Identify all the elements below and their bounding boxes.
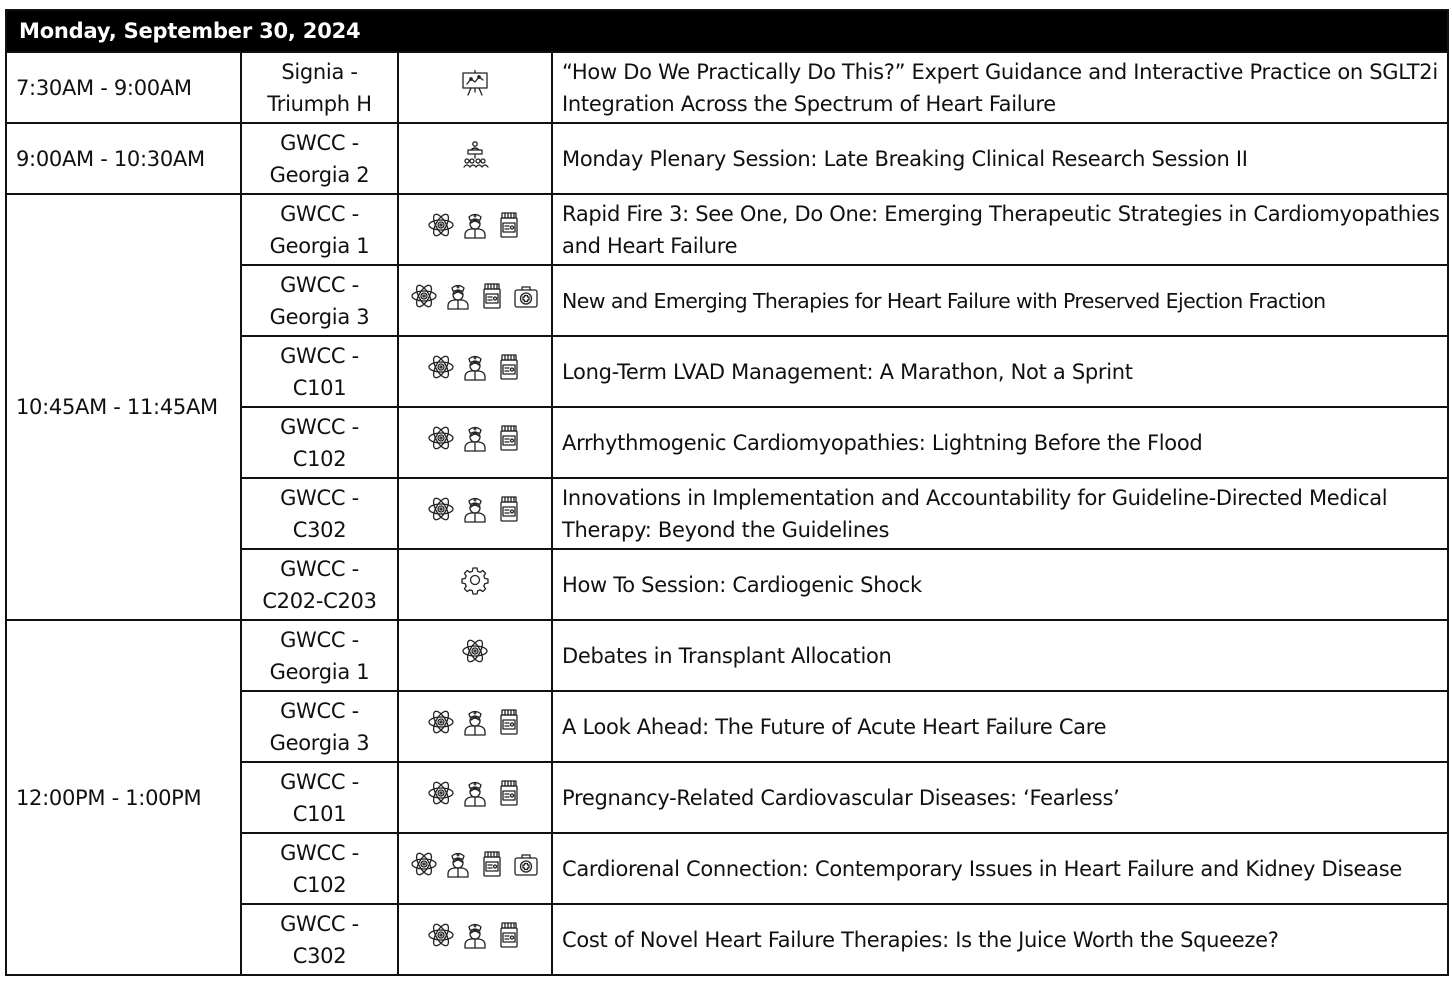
- room-name: Georgia 3: [269, 304, 370, 329]
- room-name: Triumph H: [267, 91, 372, 116]
- room-name: C202-C203: [262, 588, 377, 613]
- room-venue: GWCC -: [280, 840, 359, 865]
- room-name: C302: [292, 517, 347, 542]
- atom-icon: [426, 210, 456, 240]
- medicine-bottle-icon: [494, 707, 524, 737]
- track-icons-cell: [398, 478, 552, 549]
- session-title: Innovations in Implementation and Accountability for Guideline-Directed Medical Therapy: Beyond the Guidelines: [552, 478, 1448, 549]
- room-cell: [241, 478, 398, 549]
- room-venue: GWCC -: [280, 272, 359, 297]
- session-title: “How Do We Practically Do This?” Expert Guidance and Interactive Practice on SGLT2i Integration Across the Spectrum of Heart Failure: [552, 52, 1448, 123]
- session-title: Rapid Fire 3: See One, Do One: Emerging Therapeutic Strategies in Cardiomyopathies and Heart Failure: [552, 194, 1448, 265]
- time-slot: 12:00PM - 1:00PM: [6, 620, 241, 975]
- room-cell: [241, 833, 398, 904]
- nurse-icon: [460, 494, 490, 524]
- time-slot: 9:00AM - 10:30AM: [6, 123, 241, 194]
- session-title: Cost of Novel Heart Failure Therapies: Is the Juice Worth the Squeeze?: [552, 904, 1448, 975]
- atom-icon: [426, 778, 456, 808]
- time-slot: 7:30AM - 9:00AM: [6, 52, 241, 123]
- session-title: Long-Term LVAD Management: A Marathon, Not a Sprint: [552, 336, 1448, 407]
- medicine-bottle-icon: [494, 778, 524, 808]
- track-icons-cell: [398, 265, 552, 336]
- room-venue: GWCC -: [280, 911, 359, 936]
- nurse-icon: [443, 849, 473, 879]
- gear-icon: [460, 565, 490, 595]
- atom-icon: [426, 494, 456, 524]
- room-name: C102: [292, 872, 347, 897]
- session-title: A Look Ahead: The Future of Acute Heart Failure Care: [552, 691, 1448, 762]
- session-row: [6, 620, 1448, 691]
- nurse-icon: [460, 920, 490, 950]
- room-name: C102: [292, 446, 347, 471]
- room-cell: [241, 336, 398, 407]
- room-venue: GWCC -: [280, 698, 359, 723]
- medicine-bottle-icon: [477, 281, 507, 311]
- track-icons-cell: [398, 549, 552, 620]
- room-cell: [241, 549, 398, 620]
- first-aid-kit-icon: [511, 849, 541, 879]
- track-icons-cell: [398, 620, 552, 691]
- track-icons-cell: [398, 123, 552, 194]
- nurse-icon: [460, 778, 490, 808]
- atom-icon: [460, 636, 490, 666]
- track-icons-cell: [398, 194, 552, 265]
- room-cell: [241, 52, 398, 123]
- room-cell: [241, 194, 398, 265]
- atom-icon: [426, 707, 456, 737]
- atom-icon: [426, 352, 456, 382]
- nurse-icon: [460, 210, 490, 240]
- date-header: Monday, September 30, 2024: [6, 10, 1448, 52]
- session-title: How To Session: Cardiogenic Shock: [552, 549, 1448, 620]
- presentation-icon: [460, 68, 490, 98]
- first-aid-kit-icon: [511, 281, 541, 311]
- room-venue: GWCC -: [280, 414, 359, 439]
- track-icons-cell: [398, 833, 552, 904]
- track-icons-cell: [398, 691, 552, 762]
- room-venue: GWCC -: [280, 343, 359, 368]
- room-venue: GWCC -: [280, 627, 359, 652]
- room-cell: [241, 762, 398, 833]
- room-name: Georgia 1: [269, 233, 370, 258]
- session-row: [6, 123, 1448, 194]
- room-cell: [241, 265, 398, 336]
- medicine-bottle-icon: [494, 210, 524, 240]
- room-venue: GWCC -: [280, 201, 359, 226]
- session-title: Cardiorenal Connection: Contemporary Issues in Heart Failure and Kidney Disease: [552, 833, 1448, 904]
- session-title: Pregnancy-Related Cardiovascular Diseases: ‘Fearless’: [552, 762, 1448, 833]
- track-icons-cell: [398, 336, 552, 407]
- room-venue: GWCC -: [280, 485, 359, 510]
- track-icons-cell: [398, 904, 552, 975]
- room-name: C302: [292, 943, 347, 968]
- atom-icon: [409, 281, 439, 311]
- room-cell: [241, 691, 398, 762]
- time-slot: 10:45AM - 11:45AM: [6, 194, 241, 620]
- track-icons-cell: [398, 407, 552, 478]
- track-icons-cell: [398, 762, 552, 833]
- session-title: Debates in Transplant Allocation: [552, 620, 1448, 691]
- room-cell: [241, 904, 398, 975]
- room-cell: [241, 620, 398, 691]
- atom-icon: [426, 423, 456, 453]
- date-header-row: [6, 10, 1448, 52]
- session-row: [6, 52, 1448, 123]
- medicine-bottle-icon: [494, 423, 524, 453]
- nurse-icon: [460, 707, 490, 737]
- medicine-bottle-icon: [494, 494, 524, 524]
- atom-icon: [426, 920, 456, 950]
- room-name: C101: [292, 801, 347, 826]
- room-cell: [241, 407, 398, 478]
- track-icons-cell: [398, 52, 552, 123]
- room-venue: GWCC -: [280, 130, 359, 155]
- room-cell: [241, 123, 398, 194]
- session-title: Arrhythmogenic Cardiomyopathies: Lightning Before the Flood: [552, 407, 1448, 478]
- room-name: C101: [292, 375, 347, 400]
- nurse-icon: [460, 352, 490, 382]
- session-title: New and Emerging Therapies for Heart Failure with Preserved Ejection Fraction: [552, 265, 1448, 336]
- schedule-table: [5, 9, 1449, 976]
- session-title: Monday Plenary Session: Late Breaking Clinical Research Session II: [552, 123, 1448, 194]
- nurse-icon: [460, 423, 490, 453]
- medicine-bottle-icon: [494, 352, 524, 382]
- nurse-icon: [443, 281, 473, 311]
- session-row: [6, 194, 1448, 265]
- podium-icon: [460, 139, 490, 169]
- room-name: Georgia 1: [269, 659, 370, 684]
- room-name: Georgia 2: [269, 162, 370, 187]
- room-venue: GWCC -: [280, 769, 359, 794]
- room-venue: Signia -: [281, 59, 358, 84]
- atom-icon: [409, 849, 439, 879]
- medicine-bottle-icon: [494, 920, 524, 950]
- room-name: Georgia 3: [269, 730, 370, 755]
- room-venue: GWCC -: [280, 556, 359, 581]
- medicine-bottle-icon: [477, 849, 507, 879]
